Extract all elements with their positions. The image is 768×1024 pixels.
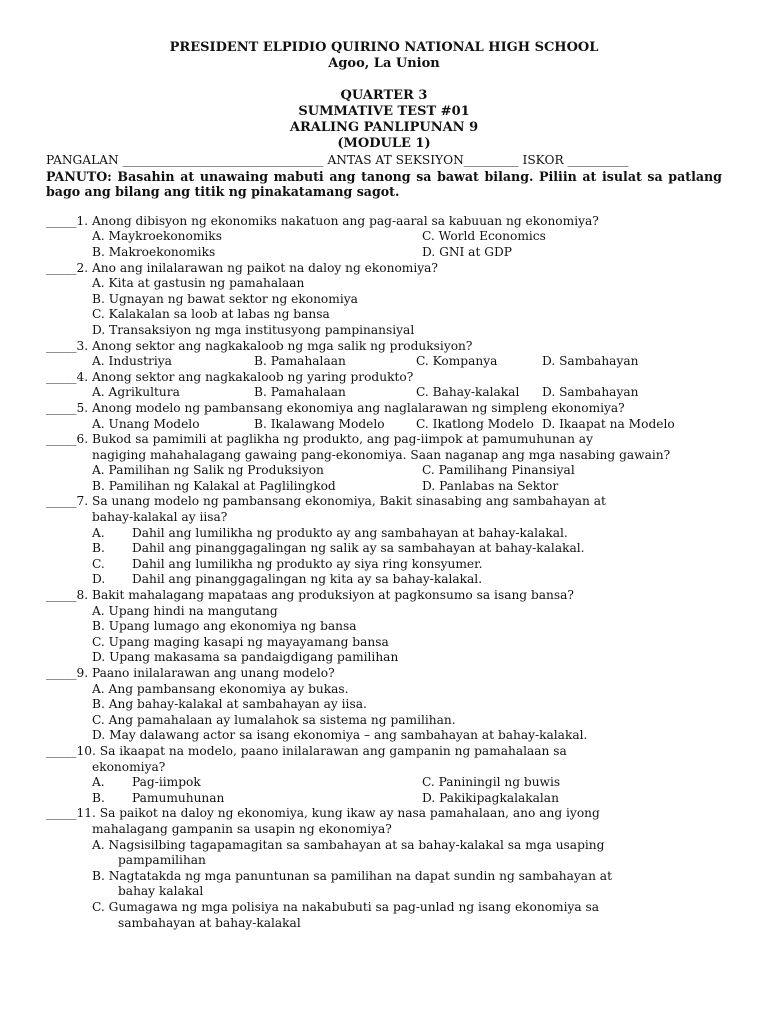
choice-c: C. Bahay-kalakal: [416, 385, 520, 400]
choice-a: A. Unang Modelo: [92, 416, 200, 431]
question-5: [46, 401, 722, 417]
answer-blank[interactable]: _____9.: [46, 666, 89, 680]
choice-c: C. Ang pamahalaan ay lumalahok sa sistema ng pamilihan.: [92, 712, 456, 727]
choices: [46, 463, 722, 494]
question-6: [46, 432, 722, 448]
choice-a: A. Ang pambansang ekonomiya ay bukas.: [92, 681, 349, 696]
directions: PANUTO: Basahin at unawaing mabuti ang tanong sa bawat bilang. Piliin at isulat sa patlang bago ang bilang ang titik ng pinakatamang sagot.: [46, 168, 722, 200]
choices: [46, 526, 722, 588]
school-name: PRESIDENT ELPIDIO QUIRINO NATIONAL HIGH SCHOOL: [169, 40, 599, 55]
question-text: Sa paikot na daloy ng ekonomiya, kung ikaw ay nasa pamahalaan, ano ang iyong: [99, 806, 600, 821]
choice-text: Pag-iimpok: [132, 775, 201, 790]
choice-c: C. Pamilihang Pinansiyal: [422, 463, 575, 478]
question-7: [46, 494, 722, 510]
question-4: [46, 370, 722, 386]
question-text: Bukod sa pamimili at paglikha ng produkto, ang pag-iimpok at pamumuhunan ay: [91, 432, 593, 447]
choices: [46, 229, 722, 260]
question-2: [46, 261, 722, 277]
question-10: [46, 744, 722, 760]
question-8: [46, 588, 722, 604]
choice-a: A. Agrikultura: [92, 385, 180, 400]
choice-text: Pamumuhunan: [132, 790, 225, 805]
choice-d: D. Pakikipagkalakalan: [422, 790, 559, 805]
choice-text: B. Nagtatakda ng mga panuntunan sa pamilihan na dapat sundin ng sambahayan at: [92, 868, 612, 883]
choice-d: D. GNI at GDP: [422, 244, 512, 259]
choice-a: A. Upang hindi na mangutang: [92, 603, 278, 618]
answer-blank[interactable]: _____11.: [46, 806, 96, 821]
choice-c: C. Upang maging kasapi ng mayayamang bansa: [92, 634, 389, 649]
choice-c: C. Paniningil ng buwis: [422, 775, 561, 790]
question-text-continued: nagiging mahahalagang gawaing pang-ekonomiya. Saan naganap ang mga nasabing gawain?: [92, 447, 671, 462]
choice-text: A. Nagsisilbing tagapamagitan sa sambahayan at sa bahay-kalakal sa mga usaping: [92, 837, 605, 852]
choice-b: B. Ikalawang Modelo: [254, 416, 385, 431]
choice-b: [92, 541, 722, 557]
choice-a: A. Maykroekonomiks: [92, 229, 222, 244]
choices: [46, 682, 722, 744]
question-text-continued: mahalagang gampanin sa usapin ng ekonomiya?: [92, 821, 392, 836]
choice-d: [92, 572, 722, 588]
choice-b: B. Upang lumago ang ekonomiya ng bansa: [92, 619, 357, 634]
choices: [46, 604, 722, 666]
choice-c: C. Ikatlong Modelo: [416, 416, 534, 431]
question-text-continued: bahay-kalakal ay iisa?: [92, 510, 228, 525]
choice-letter: A.: [92, 525, 105, 540]
question-9: [46, 666, 722, 682]
choice-d: D. Sambahayan: [542, 385, 639, 400]
choice-letter: D.: [92, 572, 106, 587]
answer-blank[interactable]: _____6.: [46, 432, 89, 447]
school-location: Agoo, La Union: [328, 56, 440, 71]
choice-text-continued: bahay kalakal: [118, 884, 204, 899]
choice-a: A. Pamilihan ng Salik ng Produksiyon: [92, 463, 324, 478]
question-text: Sa ikaapat na modelo, paano inilalarawan ang gampanin ng pamahalaan sa: [99, 743, 567, 758]
choice-d: D. Upang makasama sa pandaigdigang pamilihan: [92, 650, 399, 665]
choices: [46, 417, 722, 433]
choice-text-continued: sambahayan at bahay-kalakal: [118, 915, 301, 930]
choice-a: [92, 838, 722, 869]
choices: [46, 775, 722, 806]
choice-letter: A.: [92, 775, 105, 790]
choice-d: D. May dalawang actor sa isang ekonomiya – ang sambahayan at bahay-kalakal.: [92, 728, 588, 743]
question-text: Sa unang modelo ng pambansang ekonomiya, Bakit sinasabing ang sambahayan at: [91, 494, 606, 509]
choice-text-continued: pampamilihan: [118, 853, 206, 868]
choice-d: D. Ikaapat na Modelo: [542, 416, 675, 431]
choice-b: [92, 791, 422, 807]
choice-letter: B.: [92, 541, 105, 556]
choice-d: D. Sambahayan: [542, 354, 639, 369]
question-text: Anong modelo ng pambansang ekonomiya ang naglalarawan ng simpleng ekonomiya?: [91, 400, 625, 415]
choice-a: [92, 526, 722, 542]
choice-a: A. Industriya: [92, 354, 172, 369]
answer-blank[interactable]: _____8.: [46, 588, 89, 603]
answer-blank[interactable]: _____3.: [46, 338, 89, 353]
answer-blank[interactable]: _____7.: [46, 494, 89, 509]
question-text: Anong dibisyon ng ekonomiks nakatuon ang pag-aaral sa kabuuan ng ekonomiya?: [91, 213, 599, 228]
question-text-continued: ekonomiya?: [92, 759, 166, 774]
choice-text: Dahil ang lumilikha ng produkto ay ang sambahayan at bahay-kalakal.: [132, 525, 568, 540]
choice-d: D. Panlabas na Sektor: [422, 478, 559, 493]
choice-b: B. Ugnayan ng bawat sektor ng ekonomiya: [92, 291, 358, 306]
choice-text: Dahil ang pinanggagalingan ng kita ay sa bahay-kalakal.: [132, 572, 483, 587]
question-3: [46, 339, 722, 355]
choices: [46, 838, 722, 932]
module-label: (MODULE 1): [337, 136, 431, 151]
choice-b: B. Ang bahay-kalakal at sambahayan ay iisa.: [92, 697, 367, 712]
choice-b: B. Pamilihan ng Kalakal at Paglilingkod: [92, 478, 336, 493]
choice-c: [92, 557, 722, 573]
choice-a: A. Kita at gastusin ng pamahalaan: [92, 276, 305, 291]
choice-text: Dahil ang lumilikha ng produkto ay siya ring konsyumer.: [132, 556, 483, 571]
question-text: Anong sektor ang nagkakaloob ng mga salik ng produksiyon?: [91, 338, 473, 353]
answer-blank[interactable]: _____2.: [46, 260, 89, 275]
answer-blank[interactable]: _____1.: [46, 213, 89, 228]
question-11: [46, 806, 722, 822]
choice-b: B. Makroekonomiks: [92, 244, 216, 259]
choices: [46, 385, 722, 401]
choice-c: C. World Economics: [422, 229, 546, 244]
choice-b: [92, 869, 722, 900]
choice-c: C. Kompanya: [416, 354, 498, 369]
choice-b: B. Pamahalaan: [254, 385, 346, 400]
subject-title: ARALING PANLIPUNAN 9: [289, 120, 479, 135]
choice-b: B. Pamahalaan: [254, 354, 346, 369]
question-text: Paano inilalarawan ang unang modelo?: [91, 666, 335, 680]
question-text: Bakit mahalagang mapataas ang produksiyon at pagkonsumo sa isang bansa?: [91, 588, 574, 603]
choice-text: Dahil ang pinanggagalingan ng salik ay sa sambahayan at bahay-kalakal.: [132, 541, 585, 556]
answer-blank[interactable]: _____5.: [46, 400, 89, 415]
answer-blank[interactable]: _____10.: [46, 743, 96, 758]
choice-letter: C.: [92, 556, 105, 571]
answer-blank[interactable]: _____4.: [46, 369, 89, 384]
choice-c: C. Kalakalan sa loob at labas ng bansa: [92, 307, 330, 322]
choice-letter: B.: [92, 790, 105, 805]
choice-a: [92, 775, 422, 791]
choice-c: [92, 900, 722, 931]
question-text: Ano ang inilalarawan ng paikot na daloy ng ekonomiya?: [91, 260, 438, 275]
choices: [46, 276, 722, 338]
question-text: Anong sektor ang nagkakaloob ng yaring produkto?: [91, 369, 414, 384]
choice-d: D. Transaksiyon ng mga institusyong pampinansiyal: [92, 322, 415, 337]
choice-text: C. Gumagawa ng mga polisiya na nakabubuti sa pag-unlad ng isang ekonomiya sa: [92, 899, 600, 914]
quarter-label: QUARTER 3: [340, 88, 428, 103]
question-1: [46, 214, 722, 230]
student-info-line[interactable]: PANGALAN _________________________________ ANTAS AT SEKSIYON_________ ISKOR __________: [46, 153, 629, 167]
test-sheet: [46, 40, 722, 931]
test-title: SUMMATIVE TEST #01: [298, 104, 470, 119]
choices: [46, 354, 722, 370]
